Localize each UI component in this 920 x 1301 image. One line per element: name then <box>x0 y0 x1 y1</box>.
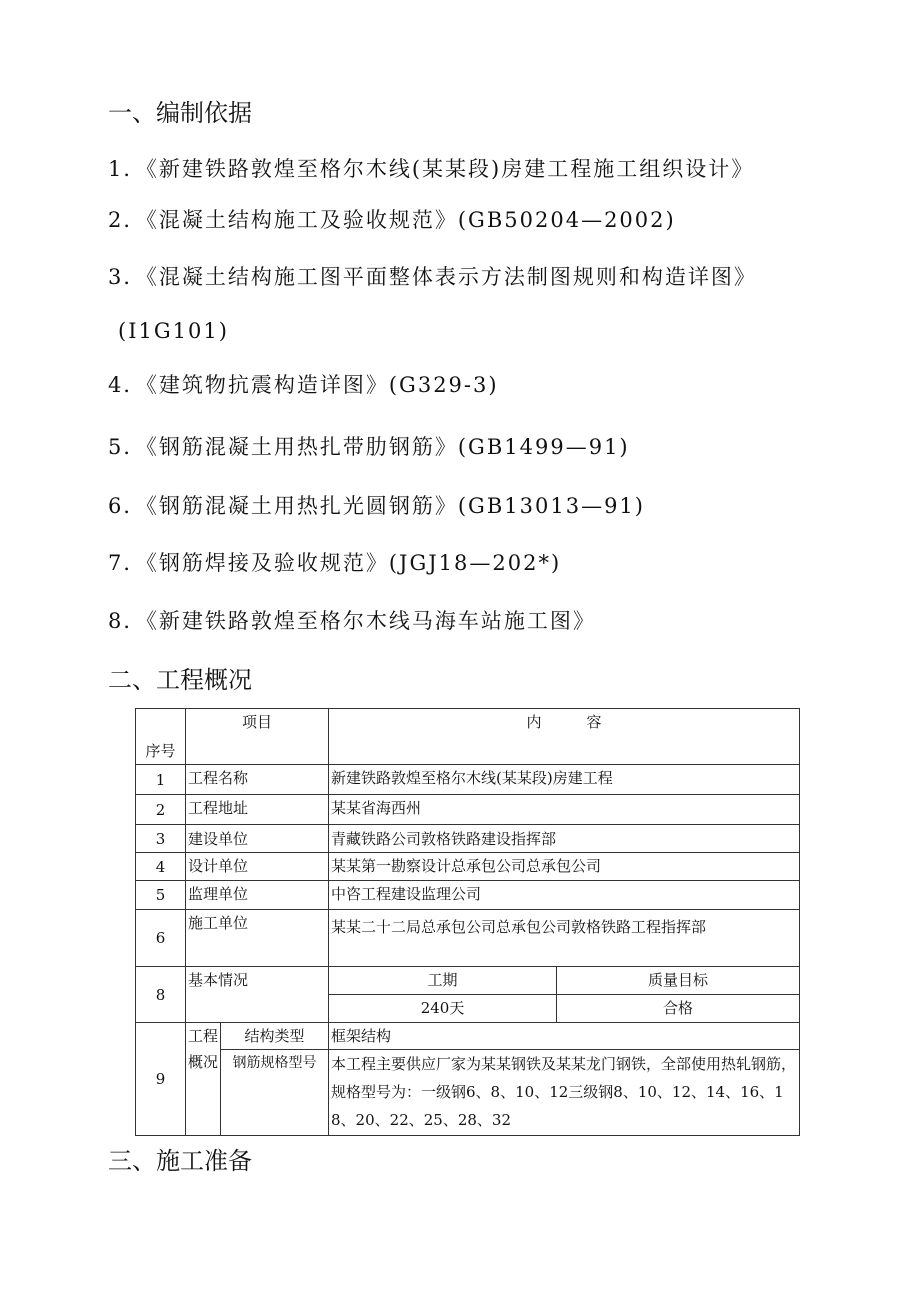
section-1-heading: 一、编制依据 <box>108 99 252 127</box>
overview-seq: 9 <box>136 1023 186 1136</box>
row-item: 施工单位 <box>186 910 329 967</box>
row-content: 某某第一勘察设计总承包公司总承包公司 <box>329 853 800 881</box>
basic-info-row <box>136 967 800 995</box>
reference-item-3: 3．《混凝土结构施工图平面整体表示方法制图规则和构造详图》 <box>108 265 757 289</box>
table-row <box>136 853 800 881</box>
structure-label: 结构类型 <box>221 1023 329 1050</box>
quality-label: 质量目标 <box>557 967 800 995</box>
table-row <box>136 765 800 795</box>
row-content: 中咨工程建设监理公司 <box>329 881 800 910</box>
row-content: 青藏铁路公司敦格铁路建设指挥部 <box>329 825 800 853</box>
row-content: 某某省海西州 <box>329 795 800 825</box>
period-label: 工期 <box>329 967 557 995</box>
section-2-heading: 二、工程概况 <box>108 666 252 694</box>
rebar-value: 本工程主要供应厂家为某某钢铁及某某龙门钢铁，全部使用热轧钢筋，规格型号为：一级钢6、8、10、12三级钢8、10、12、14、16、18、20、22、25、28、32 <box>329 1050 800 1136</box>
reference-item-3-code: (I1G101) <box>118 319 229 343</box>
basic-item: 基本情况 <box>186 967 329 1023</box>
rebar-row <box>136 1050 800 1136</box>
structure-row <box>136 1023 800 1050</box>
structure-value: 框架结构 <box>329 1023 800 1050</box>
row-seq: 6 <box>136 910 186 967</box>
row-item: 设计单位 <box>186 853 329 881</box>
table-row <box>136 910 800 967</box>
row-content: 新建铁路敦煌至格尔木线(某某段)房建工程 <box>329 765 800 795</box>
quality-value: 合格 <box>557 995 800 1023</box>
basic-seq: 8 <box>136 967 186 1023</box>
row-item: 工程名称 <box>186 765 329 795</box>
reference-item-7: 7．《钢筋焊接及验收规范》(JGJ18—202*) <box>108 551 562 575</box>
header-content: 内 容 <box>329 709 800 765</box>
reference-item-8: 8．《新建铁路敦煌至格尔木线马海车站施工图》 <box>108 609 596 633</box>
row-item: 工程地址 <box>186 795 329 825</box>
section-3-heading: 三、施工准备 <box>108 1147 252 1175</box>
reference-item-1: 1．《新建铁路敦煌至格尔木线(某某段)房建工程施工组织设计》 <box>108 157 755 181</box>
row-seq: 3 <box>136 825 186 853</box>
table-row <box>136 881 800 910</box>
reference-item-4: 4．《建筑物抗震构造详图》(G329-3) <box>108 373 499 397</box>
reference-item-5: 5．《钢筋混凝土用热扎带肋钢筋》(GB1499—91) <box>108 435 630 459</box>
table-row <box>136 795 800 825</box>
row-seq: 2 <box>136 795 186 825</box>
row-item: 建设单位 <box>186 825 329 853</box>
table-header-row <box>136 709 800 765</box>
reference-item-6: 6．《钢筋混凝土用热扎光圆钢筋》(GB13013—91) <box>108 494 645 518</box>
row-seq: 4 <box>136 853 186 881</box>
header-item: 项目 <box>186 709 329 765</box>
row-seq: 5 <box>136 881 186 910</box>
row-content: 某某二十二局总承包公司总承包公司敦格铁路工程指挥部 <box>329 910 800 967</box>
reference-item-2: 2．《混凝土结构施工及验收规范》(GB50204—2002) <box>108 208 676 232</box>
rebar-label: 钢筋规格型号 <box>221 1050 329 1136</box>
table-row <box>136 825 800 853</box>
row-seq: 1 <box>136 765 186 795</box>
row-item: 监理单位 <box>186 881 329 910</box>
period-value: 240天 <box>329 995 557 1023</box>
overview-item: 工程概况 <box>186 1023 221 1136</box>
project-overview-table <box>135 708 800 1136</box>
header-seq: 序号 <box>136 709 186 765</box>
